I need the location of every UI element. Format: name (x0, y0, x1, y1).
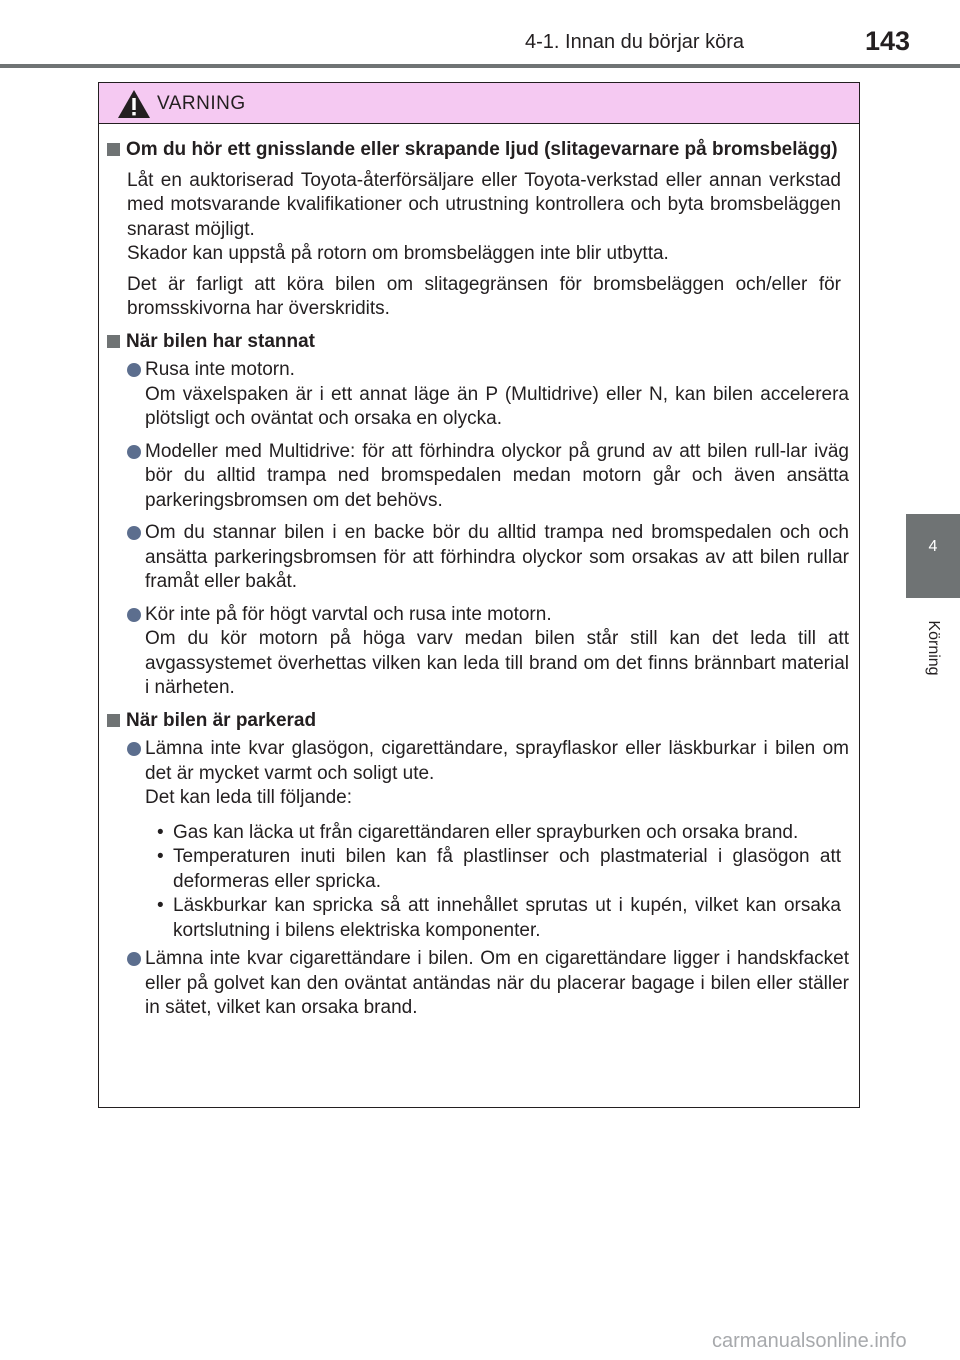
circle-bullet-icon (127, 526, 141, 540)
list-item (127, 947, 849, 1021)
list-item-line: Om du stannar bilen i en backe bör du alltid trampa ned bromspedalen och och ansätta parkeringsbromsen för att förhindra olyckor som orsakas av att bilen rullar framåt eller bakåt. (145, 522, 849, 592)
section-heading (107, 138, 849, 163)
list-item (127, 358, 849, 432)
circle-bullet-icon (127, 363, 141, 377)
warning-box (98, 82, 860, 1108)
circle-bullet-icon (127, 445, 141, 459)
section-title: 4-1. Innan du börjar köra (525, 31, 745, 53)
paragraph-line: Låt en auktoriserad Toyota-återförsäljare eller Toyota-verkstad eller annan verkstad med motsvarande kvalifikationer och utrustning kontrollera och byta bromsbeläggen snarast möjligt. (127, 169, 841, 240)
paragraph-line: Det är farligt att köra bilen om slitagegränsen för bromsbeläggen och/eller för bromsskivorna har överskridits. (127, 273, 841, 319)
dot-marker-icon: • (157, 821, 164, 843)
watermark: carmanualsonline.info (712, 1330, 907, 1352)
sub-list-item (157, 845, 841, 894)
paragraph (127, 169, 841, 267)
sub-list-item-text: Temperaturen inuti bilen kan få plastlinser och plastmaterial i glasögon att deformeras eller spricka. (173, 846, 841, 892)
sub-list-item (157, 894, 841, 943)
section-heading-text: När bilen har stannat (126, 330, 315, 352)
warning-header (99, 83, 859, 124)
list-item-line: Lämna inte kvar cigarettändare i bilen. Om en cigarettändare ligger i handskfacket eller på golvet kan den oväntat antändas när du placerar bagage i bilen eller ställer in sätet, vilket kan orsaka brand. (145, 948, 849, 1018)
circle-bullet-icon (127, 608, 141, 622)
warning-label: VARNING (157, 93, 246, 114)
list-item (127, 440, 849, 514)
list-item-line: Rusa inte motorn. (145, 359, 295, 380)
section-heading (107, 709, 849, 734)
list-item-line: Modeller med Multidrive: för att förhindra olyckor på grund av att bilen rull-lar iväg bör du alltid trampa ned bromspedalen medan motorn går och även ansätta parkeringsbromsen om det behövs. (145, 440, 849, 511)
dot-marker-icon: • (157, 895, 164, 916)
section-heading-text: När bilen är parkerad (126, 709, 317, 731)
square-bullet-icon (107, 714, 120, 727)
paragraph (127, 273, 841, 322)
list-item-line: Kör inte på för högt varvtal och rusa inte motorn. (145, 603, 552, 625)
square-bullet-icon (107, 143, 120, 156)
list-item-line: Lämna inte kvar glasögon, cigarettändare, sprayflaskor eller läskburkar i bilen om det är mycket varmt och soligt ute. (145, 738, 849, 784)
section-heading-text: Om du hör ett gnisslande eller skrapande ljud (slitagevarnare på bromsbelägg) (126, 139, 838, 160)
warning-triangle-icon (117, 89, 151, 119)
chapter-tab[interactable] (906, 514, 960, 598)
section-heading (107, 330, 849, 355)
header-rule (0, 64, 960, 68)
list-item-line: Om du kör motorn på höga varv medan bilen står still kan det leda till att avgassystemet överhettas vilken kan leda till brand om det finns brännbart material i närheten. (145, 628, 849, 698)
paragraph-line: Skador kan uppstå på rotorn om bromsbeläggen inte blir utbytta. (127, 243, 669, 264)
list-item-line: Om växelspaken är i ett annat läge än P (Multidrive) eller N, kan bilen accelerera plötsligt och oväntat och orsaka en olycka. (145, 383, 849, 429)
list-item (127, 603, 849, 701)
sub-list-item-text: Gas kan läcka ut från cigarettändaren eller sprayburken och orsaka brand. (173, 821, 799, 843)
page-number: 143 (864, 26, 910, 56)
dot-marker-icon: • (157, 846, 164, 867)
circle-bullet-icon (127, 742, 141, 756)
sub-list-item-text: Läskburkar kan spricka så att innehållet sprutas ut i kupén, vilket kan orsaka kortslutning i bilens elektriska komponenter. (173, 895, 841, 941)
chapter-label: Körning (925, 620, 942, 676)
square-bullet-icon (107, 335, 120, 348)
chapter-number: 4 (928, 538, 938, 555)
warning-body (99, 124, 859, 1021)
sub-list (157, 821, 841, 944)
list-item (127, 521, 849, 595)
circle-bullet-icon (127, 952, 141, 966)
list-item-line: Det kan leda till följande: (145, 787, 353, 808)
list-item (127, 737, 849, 811)
sub-list-item (157, 821, 841, 846)
